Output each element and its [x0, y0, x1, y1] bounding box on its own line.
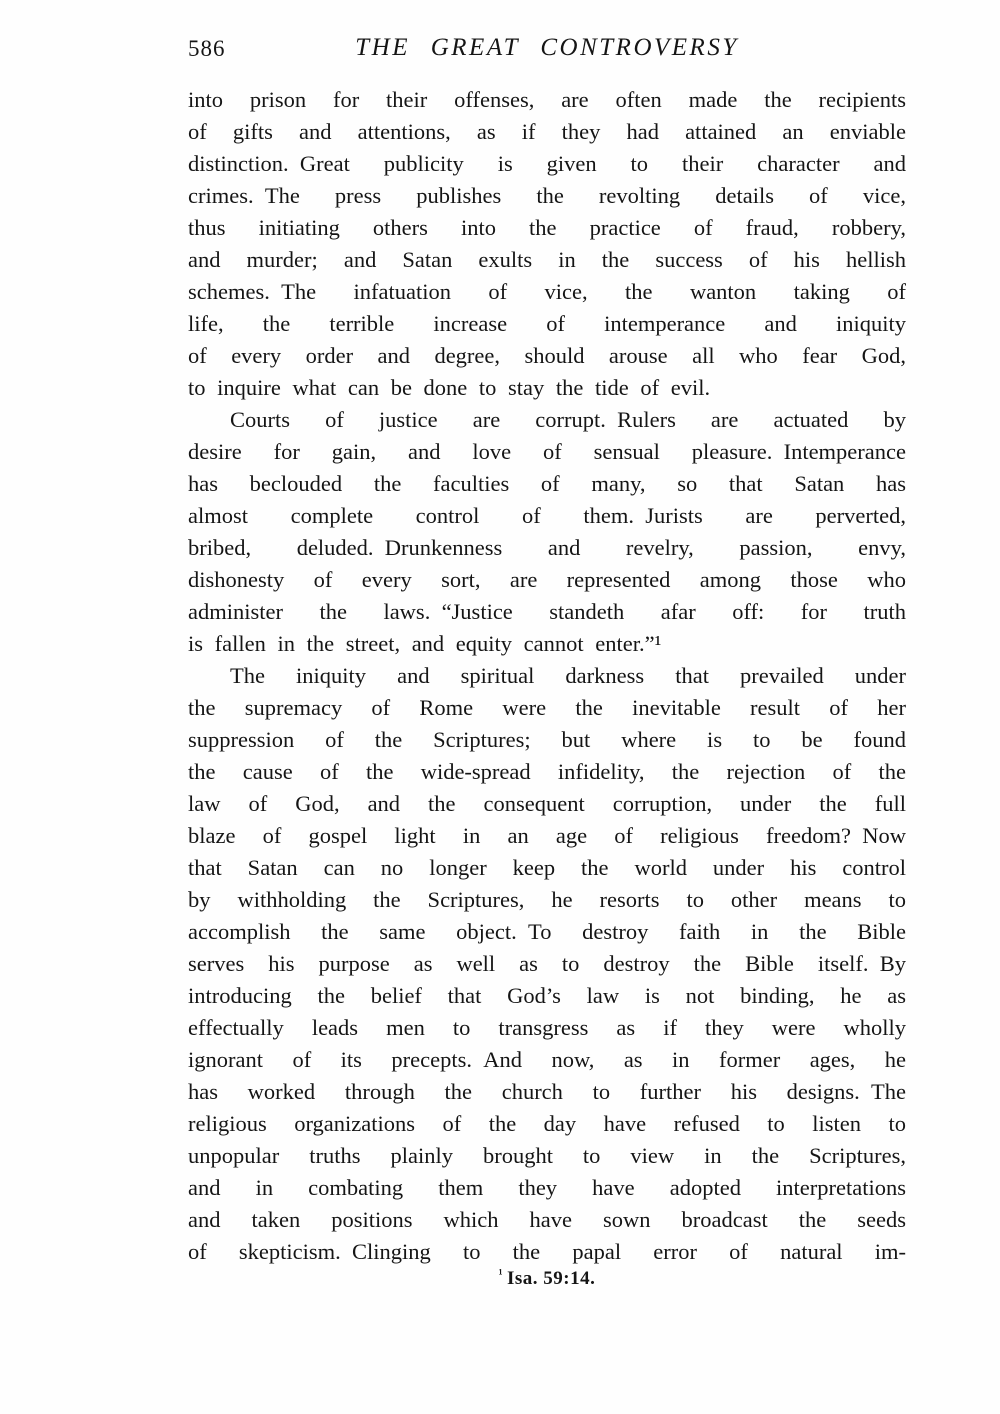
text-line: law of God, and the consequent corruption, under the full	[188, 791, 906, 816]
text-line: the supremacy of Rome were the inevitable result of her	[188, 695, 906, 720]
text-line: has worked through the church to further his designs. The	[188, 1079, 906, 1104]
text-line: The iniquity and spiritual darkness that prevailed under	[230, 663, 906, 688]
text-line: thus initiating others into the practice of fraud, robbery,	[188, 215, 906, 240]
text-line: of skepticism. Clinging to the papal error of natural im-	[188, 1239, 906, 1264]
page-body	[188, 84, 906, 1268]
text-line: desire for gain, and love of sensual pleasure. Intemperance	[188, 439, 906, 464]
text-line: schemes. The infatuation of vice, the wanton taking of	[188, 279, 906, 304]
footnote-text: Isa. 59:14.	[507, 1268, 596, 1289]
text-line: introducing the belief that God’s law is not binding, he as	[188, 983, 906, 1008]
text-line: religious organizations of the day have refused to listen to	[188, 1111, 906, 1136]
text-line: has beclouded the faculties of many, so that Satan has	[188, 471, 906, 496]
footnote	[188, 1266, 906, 1290]
footnote-marker: ¹	[498, 1266, 504, 1281]
text-line: distinction. Great publicity is given to their character and	[188, 151, 906, 176]
page-number: 586	[188, 36, 226, 61]
page-header	[188, 34, 906, 64]
running-title: THE GREAT CONTROVERSY	[355, 34, 739, 61]
text-line: administer the laws. “Justice standeth afar off: for truth	[188, 599, 906, 624]
text-line: of every order and degree, should arouse all who fear God,	[188, 343, 906, 368]
text-line: bribed, deluded. Drunkenness and revelry, passion, envy,	[188, 535, 906, 560]
text-line: unpopular truths plainly brought to view in the Scriptures,	[188, 1143, 906, 1168]
text-line: and murder; and Satan exults in the success of his hellish	[188, 247, 906, 272]
text-line: into prison for their offenses, are often made the recipients	[188, 87, 906, 112]
text-line: effectually leads men to transgress as if they were wholly	[188, 1015, 906, 1040]
text-line: the cause of the wide-spread infidelity, the rejection of the	[188, 759, 906, 784]
text-line: ignorant of its precepts. And now, as in former ages, he	[188, 1047, 906, 1072]
text-line: crimes. The press publishes the revolting details of vice,	[188, 183, 906, 208]
text-line: suppression of the Scriptures; but where is to be found	[188, 727, 906, 752]
text-line: Courts of justice are corrupt. Rulers are actuated by	[230, 407, 906, 432]
text-line: serves his purpose as well as to destroy the Bible itself. By	[188, 951, 906, 976]
text-line: accomplish the same object. To destroy faith in the Bible	[188, 919, 906, 944]
text-line: to inquire what can be done to stay the tide of evil.	[188, 375, 711, 400]
text-line: is fallen in the street, and equity cannot enter.”¹	[188, 631, 662, 656]
text-line: and taken positions which have sown broadcast the seeds	[188, 1207, 906, 1232]
text-line: that Satan can no longer keep the world under his control	[188, 855, 906, 880]
text-line: almost complete control of them. Jurists are perverted,	[188, 503, 906, 528]
text-line: blaze of gospel light in an age of religious freedom? Now	[188, 823, 906, 848]
text-line: dishonesty of every sort, are represented among those who	[188, 567, 906, 592]
text-line: of gifts and attentions, as if they had attained an enviable	[188, 119, 906, 144]
text-line: and in combating them they have adopted interpretations	[188, 1175, 906, 1200]
text-line: by withholding the Scriptures, he resorts to other means to	[188, 887, 906, 912]
text-line: life, the terrible increase of intemperance and iniquity	[188, 311, 906, 336]
